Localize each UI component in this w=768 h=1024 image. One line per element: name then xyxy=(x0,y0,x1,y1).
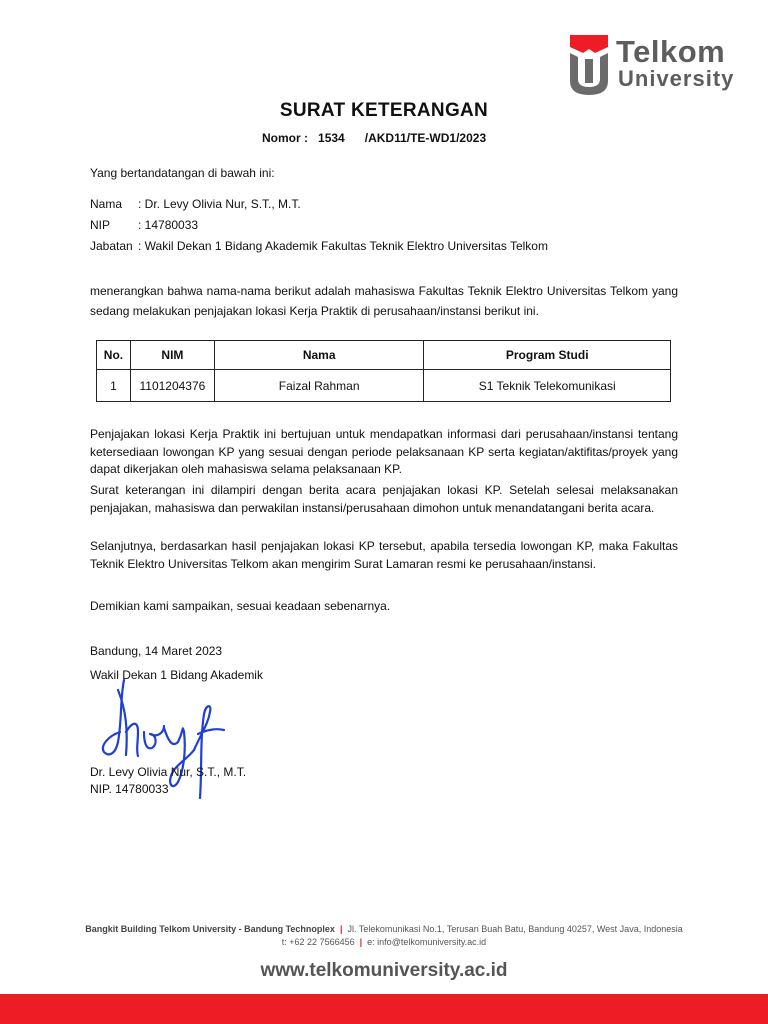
field-value-jabatan: : Wakil Dekan 1 Bidang Akademik Fakultas Teknik Elektro Universitas Telkom xyxy=(138,239,548,253)
letter-number xyxy=(262,131,486,145)
footer-address-line xyxy=(0,924,768,934)
header-nim: NIM xyxy=(130,341,214,370)
footer-separator: | xyxy=(359,937,363,947)
footer-contact-line xyxy=(0,937,768,947)
field-label-nip: NIP xyxy=(90,218,111,232)
logo-word-university: University xyxy=(618,66,735,91)
footer-address: Jl. Telekomunikasi No.1, Terusan Buah Batu, Bandung 40257, West Java, Indonesia xyxy=(347,924,683,934)
nomor-code: /AKD11/TE-WD1/2023 xyxy=(364,131,487,145)
footer-email: e: info@telkomuniversity.ac.id xyxy=(367,937,487,947)
attachment-paragraph: Surat keterangan ini dilampiri dengan berita acara penjajakan lokasi KP. Setelah selesai melaksanakan penjajakan, mahasiswa dan perwakilan instansi/perusahaan dimohon untuk menandatangani berita acara. xyxy=(90,483,678,515)
nomor-number: 1534 xyxy=(318,131,345,145)
field-value-nip: : 14780033 xyxy=(138,218,199,232)
footer-separator: | xyxy=(339,924,343,934)
purpose-paragraph: Penjajakan lokasi Kerja Praktik ini bertujuan untuk mendapatkan informasi dari perusahaan/instansi tentang ketersediaan lowongan KP yang sesuai dengan periode pelaksanaan KP serta kegiatan/aktifitas/proyek yang dapat dikerjakan oleh mahasiswa selama pelaksanaan KP. xyxy=(90,427,678,476)
header-no: No. xyxy=(97,341,131,370)
footer-building: Bangkit Building Telkom University - Bandung Technoplex xyxy=(85,924,335,934)
student-table xyxy=(96,340,671,402)
cell-program-studi: S1 Teknik Telekomunikasi xyxy=(424,370,671,402)
statement-paragraph: menerangkan bahwa nama-nama berikut adalah mahasiswa Fakultas Teknik Elektro Universitas Telkom yang sedang melakukan penjajakan lokasi Kerja Praktik di perusahaan/instansi berikut ini. xyxy=(90,284,678,318)
cell-nama: Faizal Rahman xyxy=(214,370,424,402)
telkom-university-logo xyxy=(570,35,745,97)
nomor-label: Nomor : xyxy=(262,131,308,145)
place-date: Bandung, 14 Maret 2023 xyxy=(90,644,223,658)
footer-phone: t: +62 22 7566456 xyxy=(281,937,355,947)
signer-nip: NIP. 14780033 xyxy=(90,782,169,796)
letter-title: SURAT KETERANGAN xyxy=(279,100,489,121)
cell-nim: 1101204376 xyxy=(130,370,214,402)
cell-no: 1 xyxy=(97,370,131,402)
table-row xyxy=(97,370,671,402)
field-label-jabatan: Jabatan xyxy=(90,239,133,253)
field-value-nama: : Dr. Levy Olivia Nur, S.T., M.T. xyxy=(138,197,301,211)
closing-text: Demikian kami sampaikan, sesuai keadaan sebenarnya. xyxy=(90,599,391,613)
field-label-nama: Nama xyxy=(90,197,123,211)
table-header-row xyxy=(97,341,671,370)
signer-name: Dr. Levy Olivia Nur, S.T., M.T. xyxy=(90,765,247,779)
footer-red-bar xyxy=(0,994,768,1024)
footer-website: www.telkomuniversity.ac.id xyxy=(260,960,508,981)
header-program-studi: Program Studi xyxy=(424,341,671,370)
signer-position: Wakil Dekan 1 Bidang Akademik xyxy=(90,668,263,682)
intro-text: Yang bertandatangan di bawah ini: xyxy=(90,166,275,180)
header-nama: Nama xyxy=(214,341,424,370)
logo-word-telkom: Telkom xyxy=(616,34,726,69)
telkom-logo-mark-icon xyxy=(570,35,608,95)
followup-paragraph: Selanjutnya, berdasarkan hasil penjajakan lokasi KP tersebut, apabila tersedia lowongan KP, maka Fakultas Teknik Elektro Universitas Telkom akan mengirim Surat Lamaran resmi ke perusahaan/instansi. xyxy=(90,539,678,571)
